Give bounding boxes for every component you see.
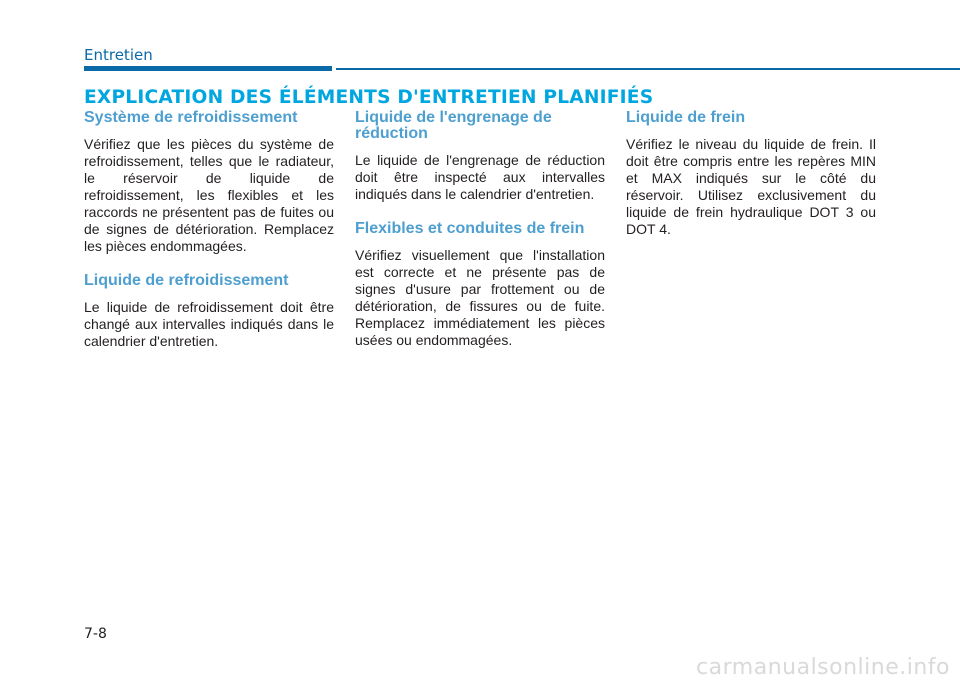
body-brake-fluid: Vérifiez le niveau du liquide de frein. Il doit être compris entre les repères MIN et MAX indiqués sur le côté du réservoir. Utilisez exclusivement du liquide de frein hydraulique DOT 3 ou DOT 4.: [626, 136, 876, 237]
column-1: [84, 110, 334, 350]
page-title: EXPLICATION DES ÉLÉMENTS D'ENTRETIEN PLANIFIÉS: [84, 86, 654, 108]
heading-reduction-gear-fluid: Liquide de l'engrenage de réduction: [355, 109, 552, 142]
heading-cooling-system: Système de refroidissement: [84, 109, 298, 126]
header-rule-thick: [84, 66, 332, 71]
column-2: [355, 110, 605, 349]
section-label: Entretien: [84, 46, 153, 64]
body-coolant: Le liquide de refroidissement doit être changé aux intervalles indiqués dans le calendrier d'entretien.: [84, 299, 334, 349]
heading-coolant: Liquide de refroidissement: [84, 272, 289, 289]
watermark: carmanualsonline.info: [696, 655, 950, 680]
body-cooling-system: Vérifiez que les pièces du système de refroidissement, telles que le radiateur, le réservoir de liquide de refroidissement, les flexibles et les raccords ne présentent pas de fuites ou de signes de détérioration. Remplacez les pièces endommagées.: [84, 136, 334, 254]
column-3: [626, 110, 876, 238]
header-rule-thin: [336, 68, 960, 70]
body-brake-hoses: Vérifiez visuellement que l'installation est correcte et ne présente pas de signes d'usure par frottement ou de détérioration, de fissures ou de fuite. Remplacez immédiatement les pièces usées ou endommagées.: [355, 247, 605, 348]
body-reduction-gear-fluid: Le liquide de l'engrenage de réduction doit être inspecté aux intervalles indiqués dans le calendrier d'entretien.: [355, 152, 605, 202]
page-number: 7-8: [84, 626, 107, 642]
heading-brake-hoses: Flexibles et conduites de frein: [355, 220, 585, 237]
heading-brake-fluid: Liquide de frein: [626, 109, 746, 126]
